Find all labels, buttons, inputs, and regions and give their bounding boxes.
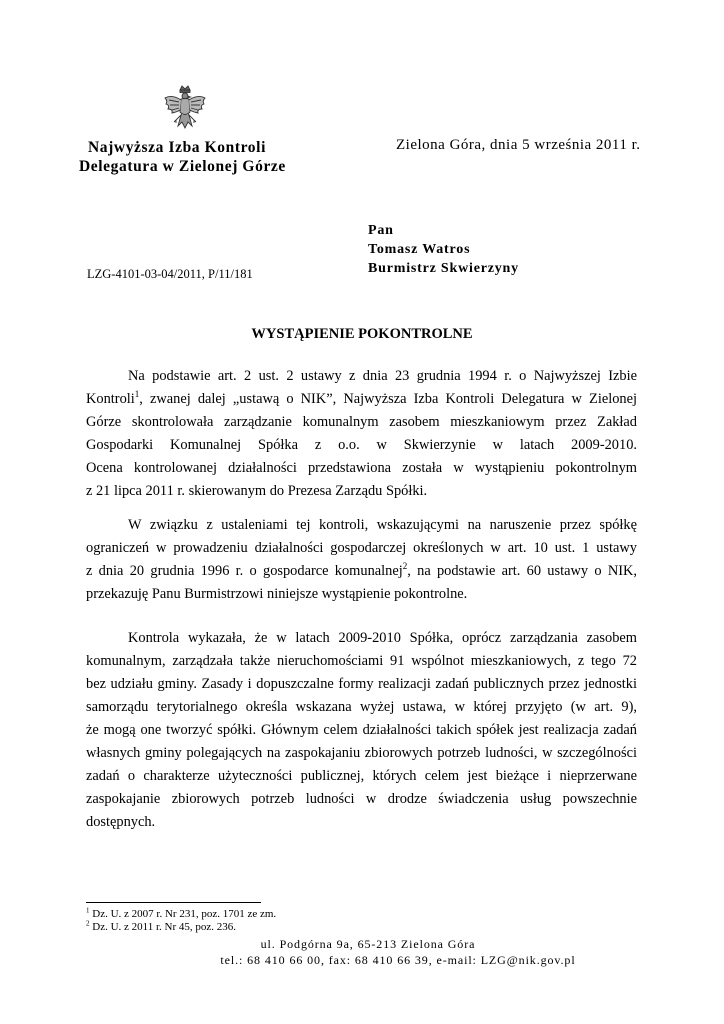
delegation-name: Delegatura w Zielonej Górze — [79, 158, 286, 175]
paragraph-line: ograniczeń w prowadzeniu działalności gospodarczej określonych w art. 10 ust. 1 ustawy — [86, 540, 637, 556]
paragraph-line: Górze skontrolowała zarządzanie komunalnym zasobem mieszkaniowym przez Zakład — [86, 414, 637, 430]
paragraph-line: Kontroli$^1$, zwanej dalej „ustawą o NIK”, Najwyższa Izba Kontroli Delegatura w Zielonej — [86, 389, 637, 407]
paragraph-line: Ocena kontrolowanej działalności przedstawiona została w wystąpieniu pokontrolnym — [86, 460, 637, 476]
paragraph-1 — [86, 365, 637, 503]
institution-name: Najwyższa Izba Kontroli — [88, 139, 266, 156]
footer-address: ul. Podgórna 9a, 65-213 Zielona Góra — [260, 937, 476, 951]
paragraph-line: z dnia 20 grudnia 1996 r. o gospodarce komunalnej$^2$, na podstawie art. 60 ustawy o NIK, — [86, 561, 637, 579]
addressee-position: Burmistrz Skwierzyny — [368, 261, 519, 276]
paragraph-line: bez udziału gminy. Zasady i dopuszczalne formy realizacji zadań publicznych przez jednostki — [86, 676, 637, 692]
paragraph-line: W związku z ustaleniami tej kontroli, wskazującymi na naruszenie przez spółkę — [128, 517, 637, 533]
paragraph-line: własnych gminy polegających na zaspokajaniu zbiorowych potrzeb ludności, w szczególności — [86, 745, 637, 761]
addressee-name: Tomasz Watros — [368, 242, 471, 257]
paragraph-line: Gospodarki Komunalnej Spółka z o.o. w Skwierzynie w latach 2009-2010. — [86, 437, 637, 453]
addressee-block — [368, 221, 519, 278]
paragraph-line: zaspokajanie zbiorowych potrzeb ludności w drodze świadczenia usług powszechnie — [86, 791, 637, 807]
reference-number: LZG-4101-03-04/2011, P/11/181 — [87, 267, 253, 281]
paragraph-line: samorządu terytorialnego określa wskazana wyżej ustawa, w której przyjęto (w art. 9), — [86, 699, 637, 715]
paragraph-line: zadań o charakterze użyteczności publicznej, których celem jest bieżące i nieprzerwane — [86, 768, 637, 784]
footnote-1: $^1$ Dz. U. z 2007 r. Nr 231, poz. 1701 ze zm. — [86, 906, 277, 920]
place-and-date: Zielona Góra, dnia 5 września 2011 r. — [396, 137, 641, 153]
footnote-2: $^2$ Dz. U. z 2011 r. Nr 45, poz. 236. — [86, 919, 237, 933]
footer-contact: tel.: 68 410 66 00, fax: 68 410 66 39, e-mail: LZG@nik.gov.pl — [220, 953, 576, 967]
paragraph-line: przekazuję Panu Burmistrzowi niniejsze wystąpienie pokontrolne. — [86, 586, 468, 602]
footnote-divider — [86, 902, 261, 903]
footnote-ref-1: 1 — [134, 389, 140, 400]
addressee-salutation: Pan — [368, 223, 394, 238]
paragraph-line: komunalnym, zarządzała także nieruchomościami 91 wspólnot mieszkaniowych, z tego 72 — [86, 653, 637, 669]
paragraph-line: Kontrola wykazała, że w latach 2009-2010 Spółka, oprócz zarządzania zasobem — [128, 630, 637, 646]
paragraph-2 — [86, 514, 637, 606]
paragraph-line: Na podstawie art. 2 ust. 2 ustawy z dnia 23 grudnia 1994 r. o Najwyższej Izbie — [128, 368, 637, 384]
footnote-ref-2: 2 — [402, 561, 408, 572]
document-title: WYSTĄPIENIE POKONTROLNE — [251, 326, 473, 342]
polish-eagle-emblem-icon — [162, 84, 208, 136]
paragraph-line: że mogą one tworzyć spółki. Głównym celem działalności takich spółek jest realizacja zadań — [86, 722, 637, 738]
paragraph-3 — [86, 627, 637, 834]
paragraph-line: dostępnych. — [86, 814, 156, 830]
paragraph-line: z 21 lipca 2011 r. skierowanym do Prezesa Zarządu Spółki. — [86, 483, 428, 499]
